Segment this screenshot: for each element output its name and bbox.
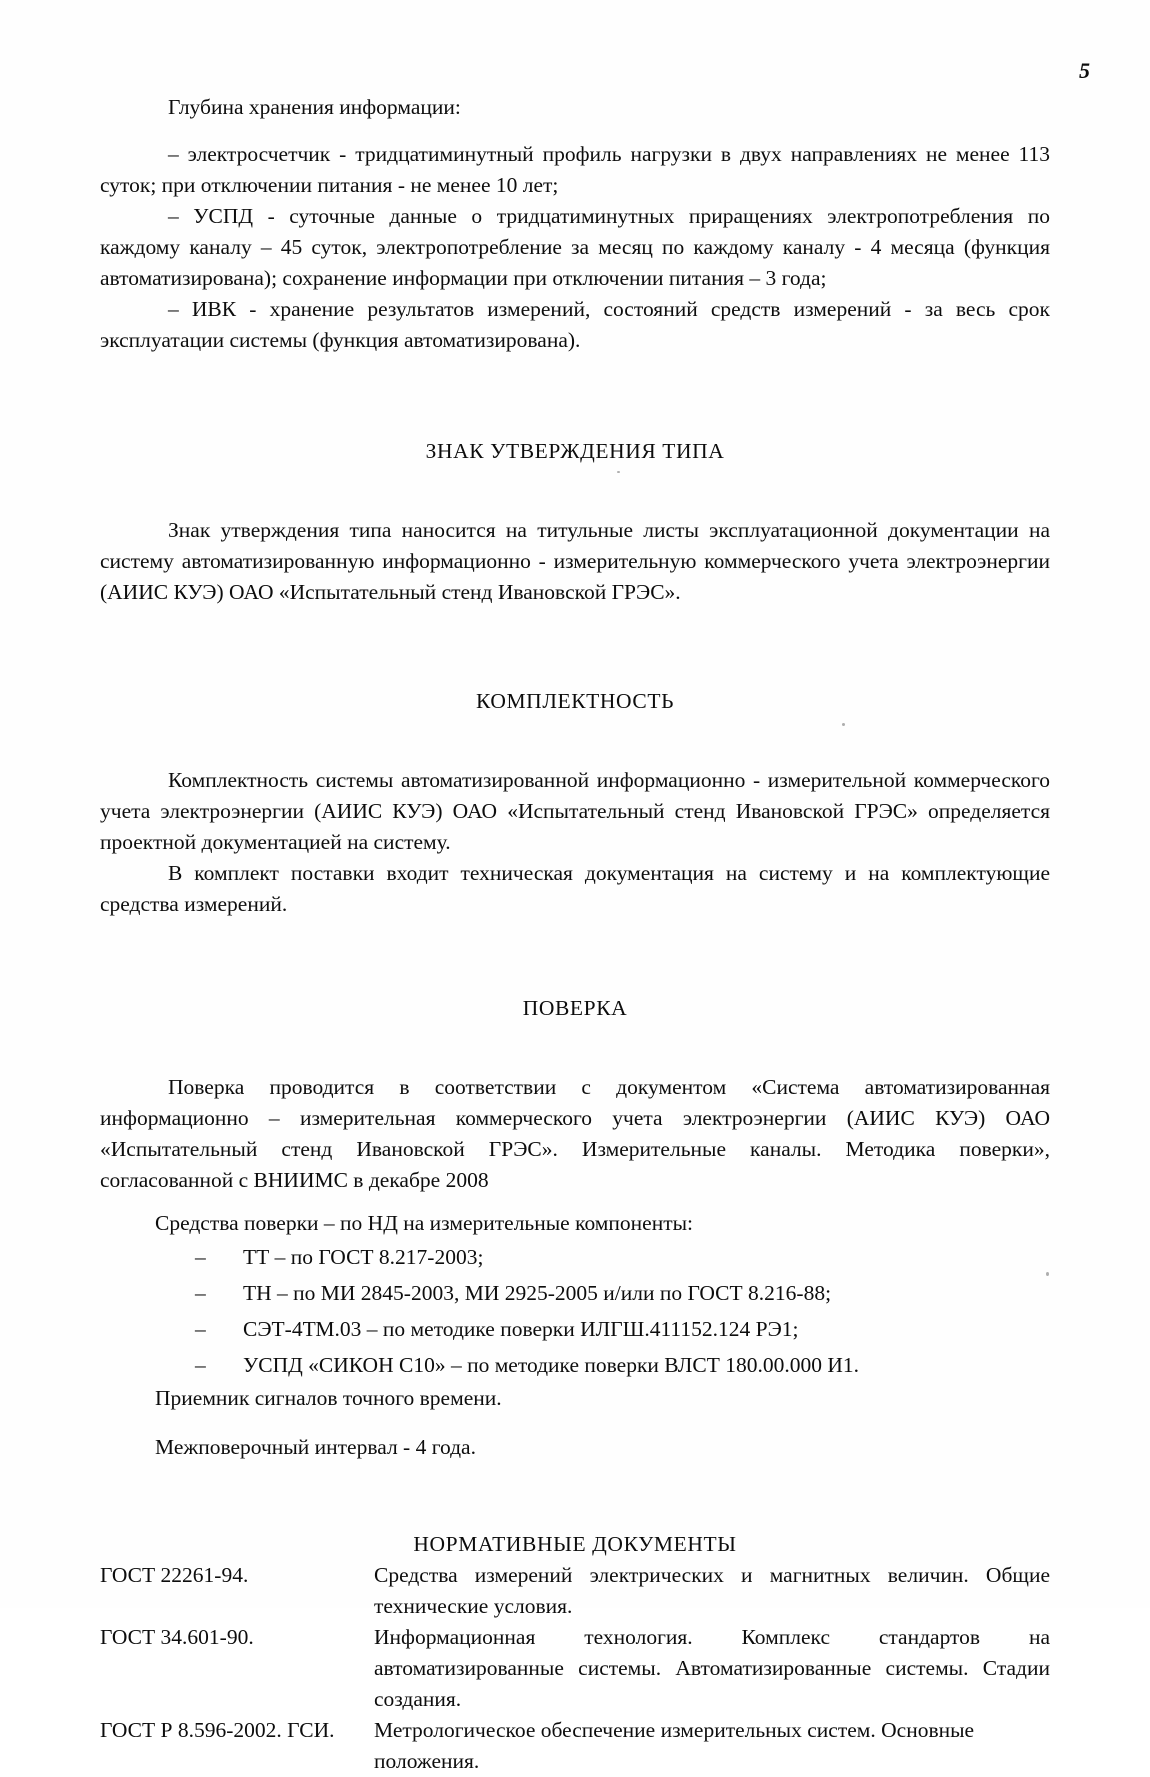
list-item-label: ТН – по МИ 2845-2003, МИ 2925-2005 и/или по ГОСТ 8.216-88; [243,1281,832,1305]
scan-speck [617,471,620,473]
spacer [100,920,1050,993]
spacer [100,1414,1050,1432]
page-content [100,92,1050,1777]
verification-means-lead-in: Средства поверки – по НД на измерительные компоненты: [155,1211,694,1235]
completeness-paragraph-1: Комплектность системы автоматизированной информационно - измерительной коммерческого учета электроэнергии (АИИС КУЭ) ОАО «Испытательный стенд Ивановской ГРЭС» определяется проектной документацией на систему. [100,768,1050,854]
page-number: 5 [1079,58,1090,83]
list-item-label: УСПД «СИКОН С10» – по методике поверки ВЛСТ 180.00.000 И1. [243,1353,859,1377]
table-row [100,1715,1050,1777]
list-item-label: СЭТ-4ТМ.03 – по методике поверки ИЛГШ.411152.124 РЭ1; [243,1317,799,1341]
dash-marker-icon: – [195,1353,206,1377]
spacer [100,1024,1050,1072]
normative-documents-table [100,1560,1050,1777]
list-item [100,1311,1050,1347]
dash-marker-icon: – [195,1245,206,1269]
spacer [100,356,1050,436]
list-item [100,1239,1050,1275]
verification-paragraph-1: Поверка проводится в соответствии с документом «Система автоматизированная информационно – измерительная коммерческого учета электроэнергии (АИИС КУЭ) ОАО «Испытательный стенд Ивановской ГРЭС». Измерительные каналы. Методика поверки», согласованной с ВНИИМС в декабре 2008 [100,1075,1050,1192]
document-description: Метрологическое обеспечение измерительных систем. Основные положения. [374,1718,975,1773]
completeness-paragraph-2: В комплект поставки входит техническая документация на систему и на комплектующие средства измерений. [100,861,1050,916]
table-row [100,1622,1050,1715]
document-code: ГОСТ 22261-94. [100,1563,249,1587]
list-item [100,1347,1050,1383]
list-item [100,1275,1050,1311]
storage-item-1: – электросчетчик - тридцатиминутный профиль нагрузки в двух направлениях не менее 113 суток; при отключении питания - не менее 10 лет; [100,142,1050,197]
type-approval-body: Знак утверждения типа наносится на титульные листы эксплуатационной документации на систему автоматизированную информационно - измерительную коммерческого учета электроэнергии (АИИС КУЭ) ОАО «Испытательный стенд Ивановской ГРЭС». [100,518,1050,604]
section-heading-normative-documents: НОРМАТИВНЫЕ ДОКУМЕНТЫ [413,1532,737,1556]
storage-item-2: – УСПД - суточные данные о тридцатиминутных приращениях электропотребления по каждому каналу – 45 суток, электропотребление за месяц по каждому каналу - 4 месяца (функция автоматизирована); сохранение информации при отключении питания – 3 года; [100,204,1050,290]
spacer [100,1463,1050,1529]
section-heading-verification: ПОВЕРКА [522,996,628,1020]
dash-marker-icon: – [195,1281,206,1305]
spacer [100,467,1050,515]
scan-speck [1046,1272,1049,1276]
spacer [100,608,1050,686]
storage-item-3: – ИВК - хранение результатов измерений, состояний средств измерений - за весь срок эксплуатации системы (функция автоматизирована). [100,297,1050,352]
table-row [100,1560,1050,1622]
verification-means-list [100,1239,1050,1383]
document-code: ГОСТ Р 8.596-2002. ГСИ. [100,1718,335,1742]
verification-receiver-note: Приемник сигналов точного времени. [155,1386,502,1410]
dash-marker-icon: – [195,1317,206,1341]
list-item-label: ТТ – по ГОСТ 8.217-2003; [243,1245,484,1269]
scan-speck [842,723,845,726]
section-heading-completeness: КОМПЛЕКТНОСТЬ [475,689,675,713]
spacer [100,717,1050,765]
spacer [100,1196,1050,1208]
section-heading-type-approval: ЗНАК УТВЕРЖДЕНИЯ ТИПА [425,439,725,463]
document-description: Информационная технология. Комплекс стандартов на автоматизированные системы. Автоматизированные системы. Стадии создания. [374,1625,1050,1711]
spacer [100,123,1050,139]
verification-interval-note: Межповерочный интервал - 4 года. [155,1435,476,1459]
document-code: ГОСТ 34.601-90. [100,1625,254,1649]
document-description: Средства измерений электрических и магнитных величин. Общие технические условия. [374,1563,1050,1618]
storage-lead-in: Глубина хранения информации: [168,95,461,119]
